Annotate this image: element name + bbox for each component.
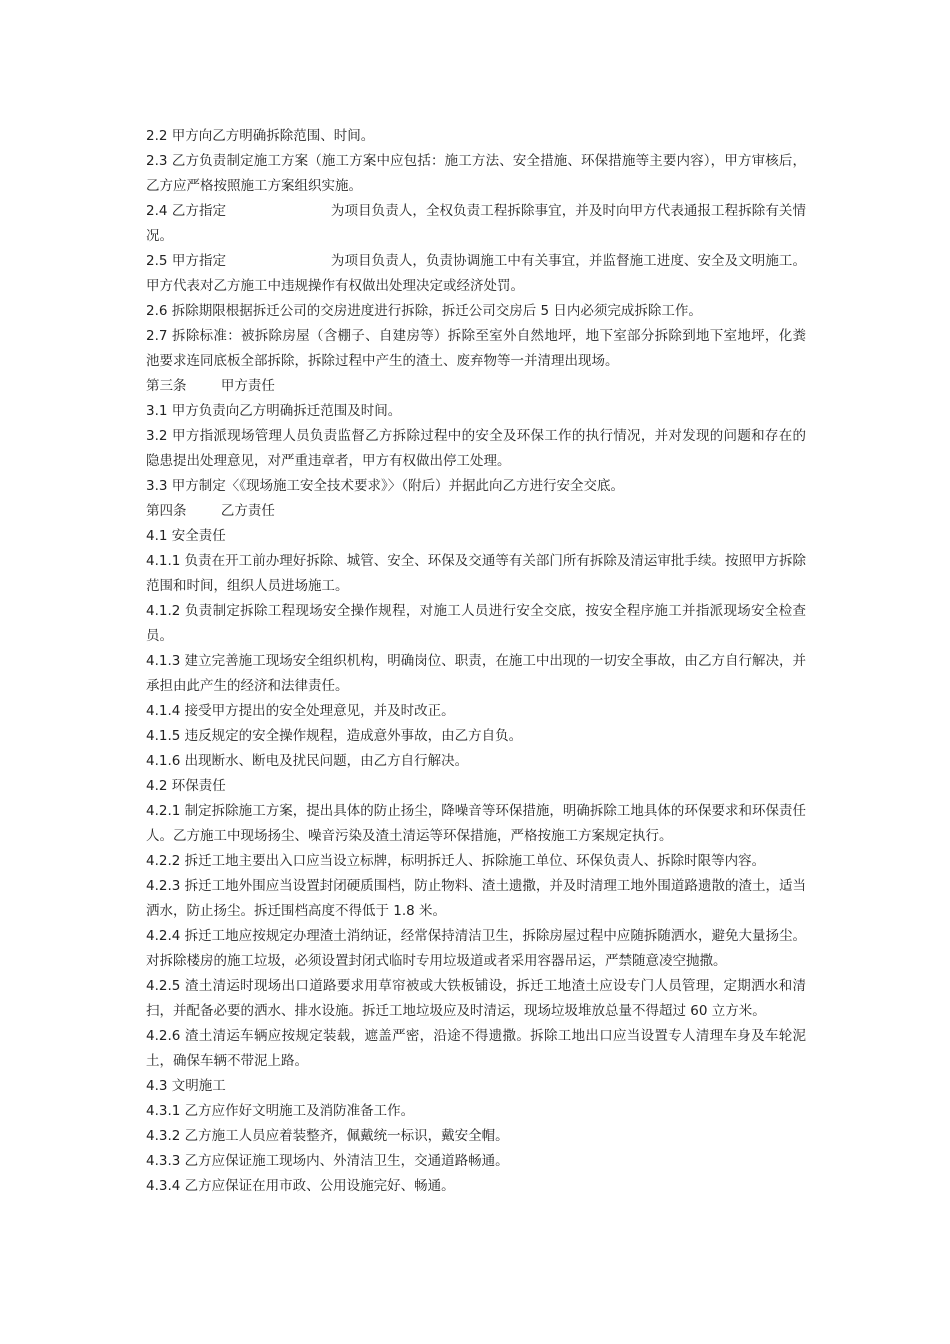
section-heading-article-3: 第三条 甲方责任: [146, 378, 275, 394]
document-page: [146, 124, 806, 1199]
paragraph-2-5: 2.5 甲方指定 为项目负责人，负责协调施工中有关事宜，并监督施工进度、安全及文明施工。甲方代表对乙方施工中违规操作有权做出处理决定或经济处罚。: [146, 253, 806, 294]
paragraph-4-2-1: 4.2.1 制定拆除施工方案，提出具体的防止扬尘，降噪音等环保措施，明确拆除工地具体的环保要求和环保责任人。乙方施工中现场扬尘、噪音污染及渣土清运等环保措施，严格按施工方案规定执行。: [146, 803, 806, 844]
subheading-4-2: 4.2 环保责任: [146, 778, 226, 794]
paragraph-2-3: 2.3 乙方负责制定施工方案（施工方案中应包括：施工方法、安全措施、环保措施等主要内容），甲方审核后，乙方应严格按照施工方案组织实施。: [146, 153, 806, 194]
paragraph-3-2: 3.2 甲方指派现场管理人员负责监督乙方拆除过程中的安全及环保工作的执行情况，并对发现的问题和存在的隐患提出处理意见，对严重违章者，甲方有权做出停工处理。: [146, 428, 806, 469]
paragraph-2-6: 2.6 拆除期限根据拆迁公司的交房进度进行拆除，拆迁公司交房后 5 日内必须完成拆除工作。: [146, 303, 702, 319]
paragraph-4-1-5: 4.1.5 违反规定的安全操作规程，造成意外事故，由乙方自负。: [146, 728, 523, 744]
paragraph-4-2-4: 4.2.4 拆迁工地应按规定办理渣土消纳证，经常保持清洁卫生，拆除房屋过程中应随拆随洒水，避免大量扬尘。对拆除楼房的施工垃圾，必须设置封闭式临时专用垃圾道或者采用容器吊运，严禁随意凌空抛撒。: [146, 928, 806, 969]
paragraph-2-4: 2.4 乙方指定 为项目负责人，全权负责工程拆除事宜，并及时向甲方代表通报工程拆除有关情况。: [146, 203, 806, 244]
paragraph-4-2-6: 4.2.6 渣土清运车辆应按规定装载，遮盖严密，沿途不得遗撒。拆除工地出口应当设置专人清理车身及车轮泥土，确保车辆不带泥上路。: [146, 1028, 806, 1069]
section-heading-article-4: 第四条 乙方责任: [146, 503, 275, 519]
paragraph-4-1-2: 4.1.2 负责制定拆除工程现场安全操作规程，对施工人员进行安全交底，按安全程序施工并指派现场安全检查员。: [146, 603, 806, 644]
paragraph-4-3-3: 4.3.3 乙方应保证施工现场内、外清洁卫生，交通道路畅通。: [146, 1153, 509, 1169]
paragraph-3-3: 3.3 甲方制定〈《现场施工安全技术要求》〉（附后）并据此向乙方进行安全交底。: [146, 478, 625, 494]
paragraph-4-2-2: 4.2.2 拆迁工地主要出入口应当设立标牌，标明拆迁人、拆除施工单位、环保负责人、拆除时限等内容。: [146, 853, 766, 869]
paragraph-4-3-4: 4.3.4 乙方应保证在用市政、公用设施完好、畅通。: [146, 1178, 455, 1194]
paragraph-2-2: 2.2 甲方向乙方明确拆除范围、时间。: [146, 128, 375, 144]
paragraph-4-3-1: 4.3.1 乙方应作好文明施工及消防准备工作。: [146, 1103, 415, 1119]
paragraph-2-7: 2.7 拆除标准：被拆除房屋（含棚子、自建房等）拆除至室外自然地坪，地下室部分拆除到地下室地坪，化粪池要求连同底板全部拆除，拆除过程中产生的渣土、废弃物等一并清理出现场。: [146, 328, 806, 369]
paragraph-4-1-3: 4.1.3 建立完善施工现场安全组织机构，明确岗位、职责，在施工中出现的一切安全事故，由乙方自行解决，并承担由此产生的经济和法律责任。: [146, 653, 806, 694]
paragraph-4-2-3: 4.2.3 拆迁工地外围应当设置封闭硬质围档，防止物料、渣土遗撒，并及时清理工地外围道路遗散的渣土，适当洒水，防止扬尘。拆迁围档高度不得低于 1.8 米。: [146, 878, 806, 919]
subheading-4-3: 4.3 文明施工: [146, 1078, 226, 1094]
paragraph-4-1-1: 4.1.1 负责在开工前办理好拆除、城管、安全、环保及交通等有关部门所有拆除及清运审批手续。按照甲方拆除范围和时间，组织人员进场施工。: [146, 553, 806, 594]
paragraph-4-1-6: 4.1.6 出现断水、断电及扰民问题，由乙方自行解决。: [146, 753, 469, 769]
paragraph-3-1: 3.1 甲方负责向乙方明确拆迁范围及时间。: [146, 403, 402, 419]
paragraph-4-3-2: 4.3.2 乙方施工人员应着装整齐，佩戴统一标识，戴安全帽。: [146, 1128, 509, 1144]
paragraph-4-1-4: 4.1.4 接受甲方提出的安全处理意见，并及时改正。: [146, 703, 455, 719]
paragraph-4-2-5: 4.2.5 渣土清运时现场出口道路要求用草帘被或大铁板铺设，拆迁工地渣土应设专门人员管理，定期洒水和清扫，并配备必要的洒水、排水设施。拆迁工地垃圾应及时清运，现场垃圾堆放总量不得超过 60 立方米。: [146, 978, 806, 1019]
subheading-4-1: 4.1 安全责任: [146, 528, 226, 544]
